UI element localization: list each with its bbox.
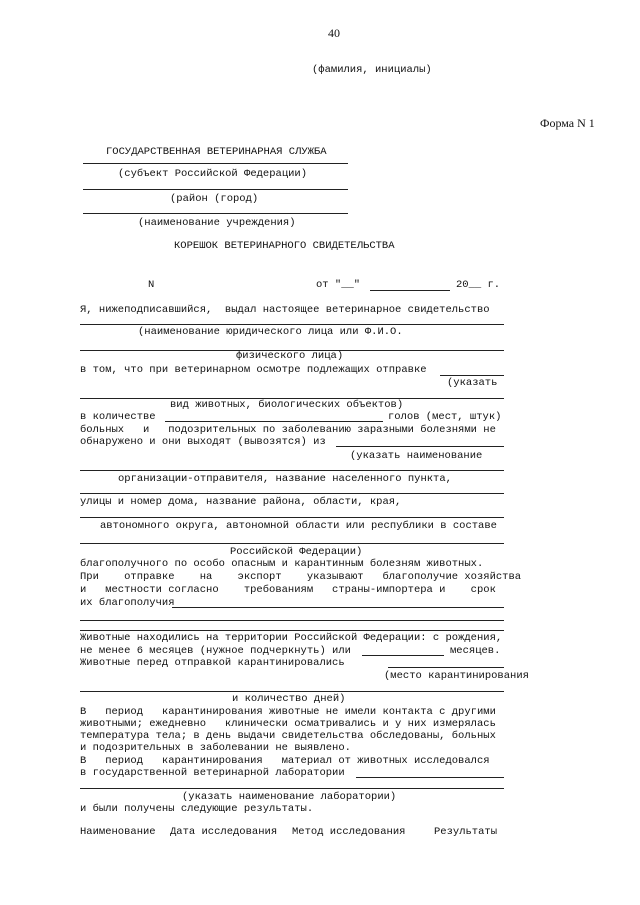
fill-line: [388, 667, 504, 668]
institution-line: [83, 213, 348, 214]
legal-entity-caption: (наименование юридического лица или Ф.И.О.: [138, 326, 403, 338]
quarantine-place-caption: (место карантинирования: [384, 670, 529, 682]
text-line-15: благополучного по особо опасным и карантинным болезням животных.: [80, 558, 484, 570]
text-line-21: Животные перед отправкой карантинировались: [80, 657, 345, 669]
fill-line: [80, 630, 504, 631]
text-line-26: температура тела; в день выдачи свидетельства обследованы, больных: [80, 730, 496, 742]
text-line-25: животными; ежедневно клинически осматривались и у них измерялась: [80, 718, 496, 730]
subject-line: [83, 163, 348, 164]
text-line-29: в государственной ветеринарной лаборатории: [80, 767, 345, 779]
text-line-24: В период карантинирования животные не имели контакта с другими: [80, 706, 496, 718]
text-line-8: больных и подозрительных по заболеванию заразными болезнями не: [80, 424, 496, 436]
sender-org-caption: организации-отправителя, название населенного пункта,: [118, 473, 452, 485]
table-header-results: Результаты: [434, 826, 498, 838]
district-line: [83, 189, 348, 190]
text-line-27: и подозрительных в заболевании не выявлено.: [80, 742, 351, 754]
fill-line: [80, 691, 504, 692]
region-caption: автономного округа, автономной области или республики в составе: [100, 520, 497, 532]
service-heading: ГОСУДАРСТВЕННАЯ ВЕТЕРИНАРНАЯ СЛУЖБА: [106, 146, 327, 158]
street-caption: улицы и номер дома, название района, области, края,: [80, 496, 402, 508]
months-line: [362, 655, 444, 656]
fill-line: [80, 493, 504, 494]
text-line-19: Животные находились на территории Российской Федерации: с рождения,: [80, 632, 503, 644]
fill-line: [80, 543, 504, 544]
quantity-label: в количестве: [80, 411, 156, 423]
text-line-1: Я, нижеподписавшийся, выдал настоящее ветеринарное свидетельство: [80, 304, 490, 316]
page-number: 40: [328, 26, 340, 40]
individual-caption: физического лица): [236, 350, 344, 362]
form-label: Форма N 1: [540, 116, 595, 130]
quantity-units: голов (мест, штук): [388, 411, 502, 423]
text-line-9: обнаружено и они выходят (вывозятся) из: [80, 436, 326, 448]
date-from: от "__": [316, 279, 361, 291]
days-caption: и количество дней): [232, 693, 346, 705]
lab-caption: (указать наименование лаборатории): [182, 791, 397, 803]
table-header-name: Наименование: [80, 826, 156, 838]
fill-line: [80, 470, 504, 471]
fill-line: [80, 788, 504, 789]
text-line-4: в том, что при ветеринарном осмотре подлежащих отправке: [80, 364, 427, 376]
specify-caption: (указать: [447, 377, 498, 389]
specify-name-caption: (указать наименование: [350, 450, 483, 462]
fill-line: [80, 517, 504, 518]
text-line-18: их благополучия: [80, 597, 175, 609]
text-line-16: При отправке на экспорт указывают благополучие хозяйства: [80, 571, 522, 583]
text-line-17: и местности согласно требованиям страны-импортера и срок: [80, 584, 496, 596]
date-year: 20__ г.: [456, 279, 501, 291]
district-caption: (район (город): [170, 193, 259, 205]
text-line-31: и были получены следующие результаты.: [80, 803, 314, 815]
subject-caption: (субъект Российской Федерации): [118, 168, 308, 180]
fill-line: [80, 620, 504, 621]
fill-line: [356, 777, 504, 778]
months-label: месяцев.: [450, 645, 501, 657]
federation-caption: Российской Федерации): [230, 546, 363, 558]
text-line-28: В период карантинирования материал от животных исследовался: [80, 755, 490, 767]
fill-line: [440, 375, 504, 376]
table-header-date: Дата исследования: [170, 826, 278, 838]
date-month-line: [370, 290, 450, 291]
table-header-method: Метод исследования: [292, 826, 406, 838]
document-title: КОРЕШОК ВЕТЕРИНАРНОГО СВИДЕТЕЛЬСТВА: [174, 240, 395, 252]
animal-type-caption: вид животных, биологических объектов): [170, 399, 404, 411]
fill-line: [80, 324, 504, 325]
fill-line: [336, 446, 504, 447]
number-sign: N: [148, 279, 155, 291]
quantity-line: [165, 421, 383, 422]
fill-line: [172, 607, 504, 608]
text-line-20a: не менее 6 месяцев (нужное подчеркнуть) или: [80, 645, 351, 657]
institution-caption: (наименование учреждения): [138, 217, 296, 229]
signature-caption: (фамилия, инициалы): [312, 64, 432, 76]
